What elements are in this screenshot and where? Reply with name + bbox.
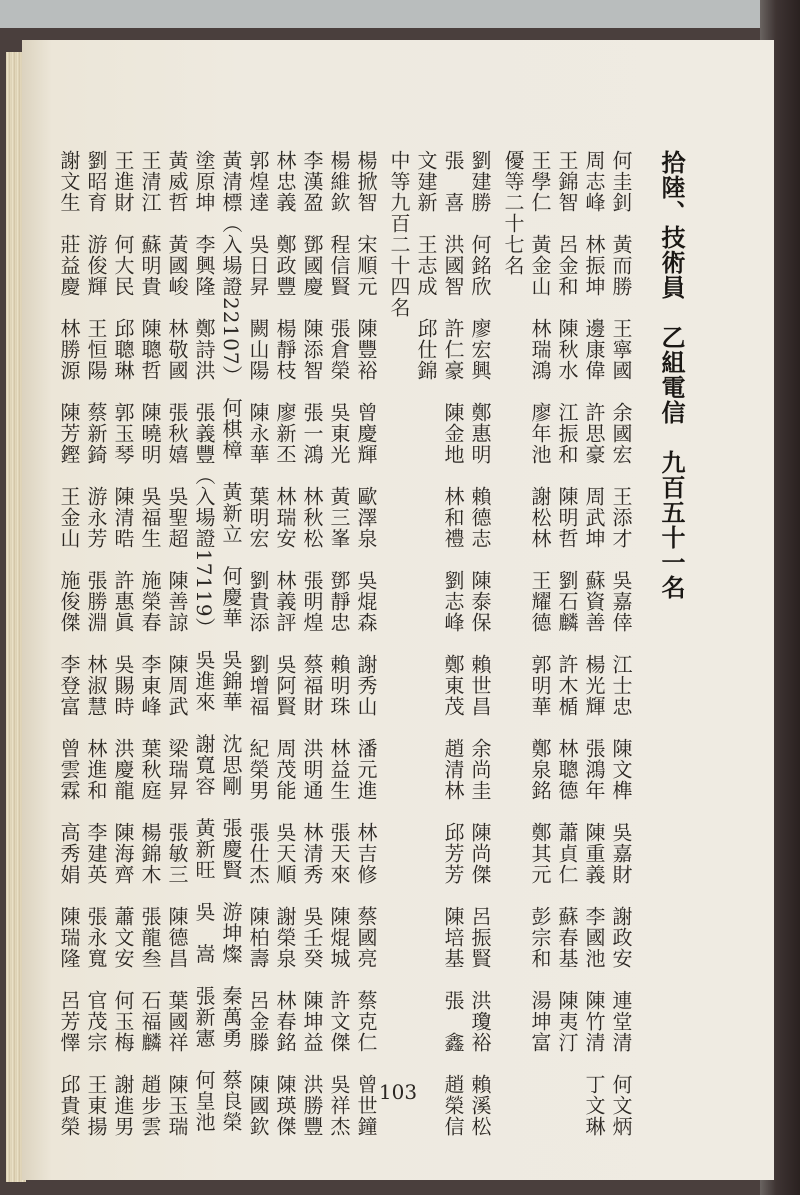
page-number: 103 <box>378 1080 418 1104</box>
name-column: 周志峰 林振坤 邊康偉 許思豪 周武坤 蘇資善 楊光輝 張鴻年 陳重義 李國池 陳竹清 丁文琳 <box>582 150 606 1137</box>
name-column: 劉建勝 何銘欣 廖宏興 鄭惠明 賴德志 陳泰保 賴世昌 余尚圭 陳尚傑 呂振賢 洪瓊裕 賴溪松 <box>468 150 492 1137</box>
name-column: 劉昭育 游俊輝 王恒陽 蔡新錡 游永芳 張勝淵 林淑慧 林進和 李建英 張永寬 官茂宗 王東揚 <box>84 150 108 1137</box>
name-column: 塗原坤 李興隆 鄭詩洪 張義豐（入場證17119） 吳進來 謝寬容 黃新旺 吳 嵩 張新憲 何皇池 <box>192 150 216 1133</box>
name-column: 黃威哲 黃國峻 林敬國 張秋嬉 吳聖超 陳善諒 陳周武 梁瑞昇 張敏三 陳德昌 葉國祥 陳玉瑞 <box>165 150 189 1137</box>
name-column: 王清江 蘇明貴 陳聰哲 陳曉明 吳福生 施榮春 李東峰 葉秋庭 楊錦木 張龍叁 石福麟 趙步雲 <box>138 150 162 1137</box>
subheading-intermediate: 中等九百二十四名 <box>387 150 411 318</box>
subheading-excellent: 優等二十七名 <box>501 150 525 276</box>
name-column: 王進財 何大民 邱聰琳 郭玉琴 陳清晧 許惠眞 吳賜時 洪慶龍 陳海齊 蕭文安 何玉梅 謝進男 <box>111 150 135 1137</box>
name-column: 文建新 王志成 邱仕錦 <box>414 150 438 381</box>
name-column: 楊維欽 程信賢 張倉榮 吳東光 黃三峯 鄧靜忠 賴明珠 林益生 張天來 陳焜城 許文傑 吳祥杰 <box>327 150 351 1137</box>
name-column: 楊掀智 宋順元 陳豐裕 曾慶輝 歐澤泉 吳焜森 謝秀山 潘元進 林吉修 蔡國亮 蔡克仁 曾世鐘 <box>354 150 378 1137</box>
book-page <box>22 40 774 1180</box>
name-column: 郭煌達 吳日昇 闕山陽 陳永華 葉明宏 劉貴添 劉增福 紀榮男 張仕杰 陳柏壽 呂金滕 陳國欽 <box>246 150 270 1137</box>
name-column: 李漢盈 鄧國慶 陳添智 張一鴻 林秋松 張明煌 蔡福財 洪明通 林清秀 吳壬癸 陳坤益 洪勝豐 <box>300 150 324 1137</box>
section-title: 拾陸、技術員 乙組電信 九百五十一名 <box>657 150 686 600</box>
name-column: 張 喜 洪國智 許仁豪 陳金地 林和禮 劉志峰 鄭東茂 趙清林 邱芳芳 陳培基 張 鑫 趙榮信 <box>441 150 465 1137</box>
name-column: 林忠義 鄭政豐 楊靜枝 廖新丕 林瑞安 林義評 吳阿賢 周茂能 吳天順 謝榮泉 林春銘 陳瑛傑 <box>273 150 297 1137</box>
name-column: 王學仁 黃金山 林瑞鴻 廖年池 謝松林 王耀德 郭明華 鄭泉銘 鄭其元 彭宗和 湯坤富 <box>528 150 552 1053</box>
name-column: 謝文生 莊益慶 林勝源 陳芳鏗 王金山 施俊傑 李登富 曾雲霖 高秀娟 陳瑞隆 呂芳懌 邱貴榮 <box>57 150 81 1137</box>
name-column: 王錦智 呂金和 陳秋水 江振和 陳明哲 劉石麟 許木楯 林聰德 蕭貞仁 蘇春基 陳夷汀 <box>555 150 579 1053</box>
name-column: 黃清標（入場證22107） 何棋樟 黃新立 何慶華 吳錦華 沈思剛 張慶賢 游坤燦 秦萬勇 蔡良榮 <box>219 150 243 1133</box>
name-column: 何圭釗 黃而勝 王寧國 余國宏 王添才 吳嘉倖 江士忠 陳文榫 吳嘉財 謝政安 連堂清 何文炳 <box>609 150 633 1137</box>
